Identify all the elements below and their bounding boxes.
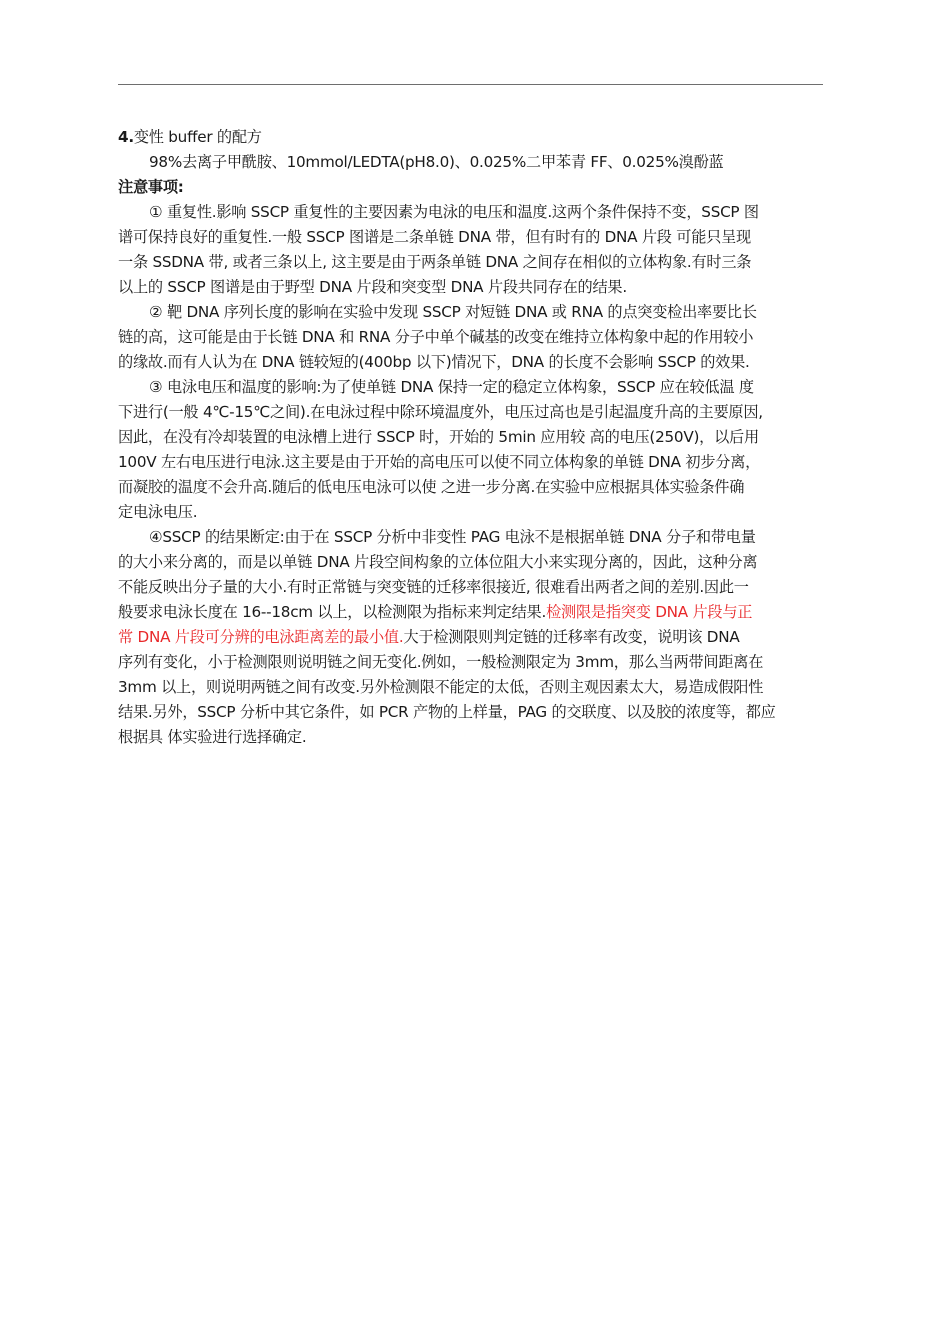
- paragraph-line: ① 重复性.影响 SSCP 重复性的主要因素为电泳的电压和温度.这两个条件保持不变，SSCP 图: [149, 203, 759, 221]
- text-normal: 大于检测限则判定链的迁移率有改变，说明该 DNA: [403, 628, 740, 646]
- section-heading: [118, 125, 828, 150]
- paragraph-voltage-temperature: [118, 375, 828, 525]
- paragraph-line: ④SSCP 的结果断定:由于在 SSCP 分析中非变性 PAG 电泳不是根据单链 DNA 分子和带电量: [149, 528, 756, 546]
- paragraph-line: 不能反映出分子量的大小.有时正常链与突变链的迁移率很接近, 很难看出两者之间的差别.因此一: [118, 578, 749, 596]
- paragraph-line: 链的高，这可能是由于长链 DNA 和 RNA 分子中单个碱基的改变在维持立体构象中起的作用较小: [118, 328, 754, 346]
- paragraph-line: 序列有变化，小于检测限则说明链之间无变化.例如，一般检测限定为 3mm，那么当两带间距离在: [118, 653, 764, 671]
- paragraph-line: 下进行(一般 4℃-15℃之间).在电泳过程中除环境温度外，电压过高也是引起温度升高的主要原因,: [118, 403, 763, 421]
- paragraph-line: ③ 电泳电压和温度的影响:为了使单链 DNA 保持一定的稳定立体构象，SSCP 应在较低温 度: [149, 378, 754, 396]
- header-rule: [118, 84, 823, 85]
- section-number: 4.: [118, 128, 134, 146]
- paragraph-line: 一条 SSDNA 带, 或者三条以上, 这主要是由于两条单链 DNA 之间存在相似的立体构象.有时三条: [118, 253, 752, 271]
- paragraph-line: 谱可保持良好的重复性.一般 SSCP 图谱是二条单链 DNA 带，但有时有的 DNA 片段 可能只呈现: [118, 228, 751, 246]
- paragraph-line: ② 靶 DNA 序列长度的影响在实验中发现 SSCP 对短链 DNA 或 RNA 的点突变检出率要比长: [149, 303, 757, 321]
- paragraph-line: 的缘故.而有人认为在 DNA 链较短的(400bp 以下)情况下，DNA 的长度不会影响 SSCP 的效果.: [118, 353, 750, 371]
- text-normal: 般要求电泳长度在 16--18cm 以上，以检测限为指标来判定结果.: [118, 603, 547, 621]
- paragraph-line: [118, 625, 828, 650]
- paragraph-reproducibility: [118, 200, 828, 300]
- paragraph-line: 因此，在没有冷却装置的电泳槽上进行 SSCP 时，开始的 5min 应用较 高的电压(250V)，以后用: [118, 428, 759, 446]
- section-title: 变性 buffer 的配方: [133, 128, 262, 146]
- paragraph-result-judgement: [118, 525, 828, 750]
- paragraph-line: 100V 左右电压进行电泳.这主要是由于开始的高电压可以使不同立体构象的单链 DNA 初步分离，: [118, 453, 761, 471]
- highlighted-definition: 常 DNA 片段可分辨的电泳距离差的最小值.: [118, 628, 404, 646]
- paragraph-line: 根据具 体实验进行选择确定.: [118, 728, 307, 746]
- document-body: [118, 125, 828, 750]
- notes-title: 注意事项:: [118, 178, 184, 196]
- paragraph-line: 以上的 SSCP 图谱是由于野型 DNA 片段和突变型 DNA 片段共同存在的结果.: [118, 278, 627, 296]
- paragraph-line: 定电泳电压.: [118, 503, 198, 521]
- buffer-formula: 98%去离子甲酰胺、10mmol/LEDTA(pH8.0)、0.025%二甲苯青 FF、0.025%溴酚蓝: [149, 153, 724, 171]
- paragraph-line: [118, 600, 828, 625]
- paragraph-sequence-length: [118, 300, 828, 375]
- paragraph-line: 3mm 以上，则说明两链之间有改变.另外检测限不能定的太低，否则主观因素太大，易造成假阳性: [118, 678, 764, 696]
- highlighted-definition: 检测限是指突变 DNA 片段与正: [546, 603, 753, 621]
- paragraph-line: 的大小来分离的，而是以单链 DNA 片段空间构象的立体位阻大小来实现分离的，因此，这种分离: [118, 553, 758, 571]
- paragraph-line: 而凝胶的温度不会升高.随后的低电压电泳可以使 之进一步分离.在实验中应根据具体实验条件确: [118, 478, 745, 496]
- paragraph-line: 结果.另外，SSCP 分析中其它条件，如 PCR 产物的上样量，PAG 的交联度、以及胶的浓度等，都应: [118, 703, 776, 721]
